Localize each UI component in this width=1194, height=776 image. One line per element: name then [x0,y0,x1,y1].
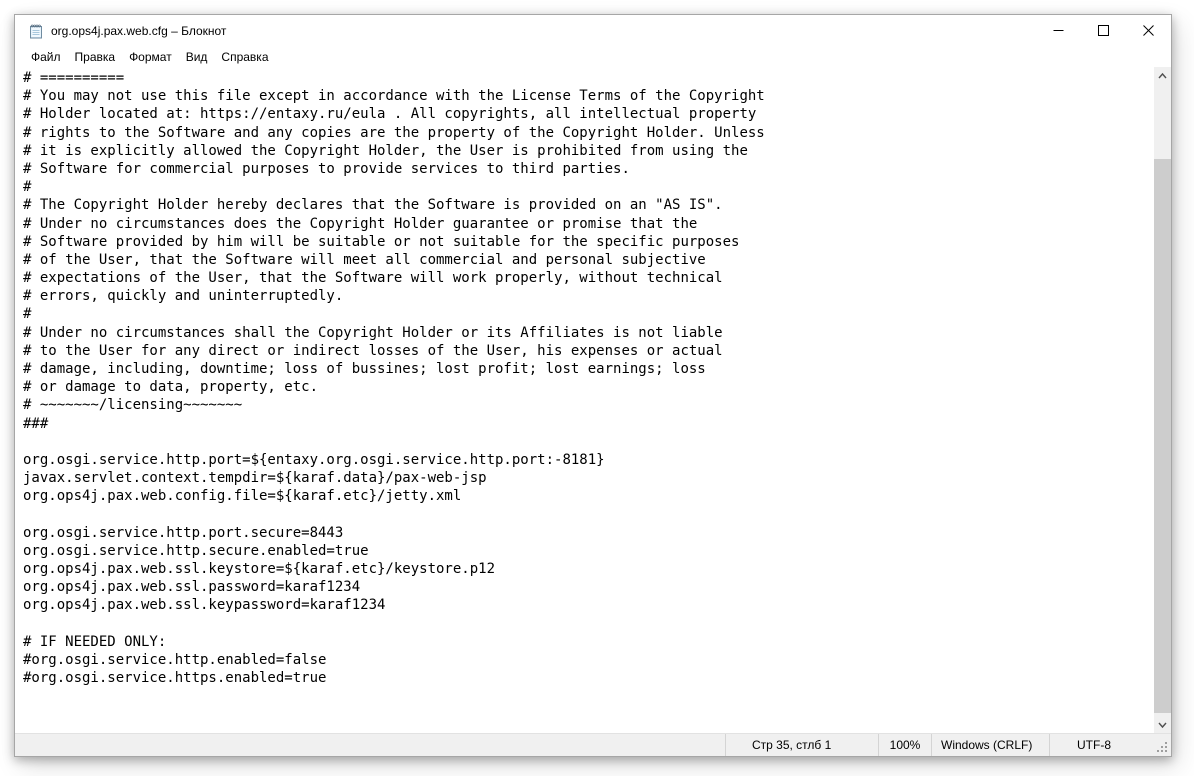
editor-line: # damage, including, downtime; loss of bussines; lost profit; lost earnings; loss [23,361,706,377]
close-icon [1143,25,1154,36]
scrollbar-thumb[interactable] [1154,159,1171,713]
content-area [15,67,1171,733]
editor-line: # or damage to data, property, etc. [23,379,319,396]
editor-line: # [23,306,32,323]
editor-line: # of the User, that the Software will meet all commercial and personal subjective [23,251,706,268]
editor-line [23,615,1154,633]
scroll-down-icon [1158,721,1167,729]
window-title: org.ops4j.pax.web.cfg – Блокнот [51,23,227,38]
editor-line: org.ops4j.pax.web.ssl.keystore=${karaf.etc}/keystore.p12 [23,561,496,578]
editor-line: # ~~~~~~~/licensing~~~~~~~ [23,397,243,414]
close-button[interactable] [1126,15,1171,46]
menu-bar [15,46,1171,67]
editor-line: # IF NEEDED ONLY: [23,633,167,650]
scroll-up-icon [1158,72,1167,80]
menu-item-edit[interactable]: Правка [74,49,116,64]
text-editor[interactable] [15,67,1154,733]
scroll-down-button[interactable] [1154,716,1171,733]
editor-line: org.osgi.service.http.port.secure=8443 [23,524,344,541]
editor-line: # it is explicitly allowed the Copyright Holder, the User is prohibited from using the [23,142,748,159]
editor-line: # Under no circumstances shall the Copyright Holder or its Affiliates is not liable [23,324,723,341]
editor-line [23,506,1154,524]
editor-line: # Under no circumstances does the Copyright Holder guarantee or promise that the [23,215,698,232]
editor-line: org.osgi.service.http.port=${entaxy.org.osgi.service.http.port:-8181} [23,451,605,468]
editor-line: org.osgi.service.http.secure.enabled=true [23,542,369,559]
notepad-icon [28,23,44,39]
editor-line: # to the User for any direct or indirect losses of the User, his expenses or actual [23,342,723,359]
editor-line: # Holder located at: https://entaxy.ru/eula . All copyrights, all intellectual property [23,106,757,123]
status-filler [15,734,725,756]
editor-line: # errors, quickly and uninterruptedly. [23,288,344,305]
editor-line: # Software provided by him will be suitable or not suitable for the specific purposes [23,233,740,250]
editor-line [23,433,1154,451]
minimize-button[interactable] [1036,15,1081,46]
editor-line: org.ops4j.pax.web.config.file=${karaf.etc}/jetty.xml [23,488,462,505]
editor-line: # ========== [23,70,125,86]
editor-line: # rights to the Software and any copies are the property of the Copyright Holder. Unless [23,124,765,141]
status-line-ending: Windows (CRLF) [931,734,1049,756]
editor-line: ### [23,415,49,432]
scroll-up-button[interactable] [1154,67,1171,84]
menu-item-view[interactable]: Вид [185,49,208,64]
editor-line: # The Copyright Holder hereby declares that the Software is provided on an "AS IS". [23,197,723,214]
maximize-icon [1098,25,1109,36]
editor-line: # Software for commercial purposes to provide services to third parties. [23,160,630,177]
status-zoom-level: 100% [878,734,931,756]
resize-grip-icon[interactable] [1157,742,1168,753]
status-encoding: UTF-8 [1049,734,1171,756]
editor-line: # You may not use this file except in accordance with the License Terms of the Copyright [23,88,765,105]
editor-line: # expectations of the User, that the Software will work properly, without technical [23,270,723,287]
title-bar [15,15,1171,46]
status-cursor-position: Стр 35, стлб 1 [725,734,878,756]
menu-item-help[interactable]: Справка [221,49,269,64]
maximize-button[interactable] [1081,15,1126,46]
window-controls [1036,15,1171,46]
vertical-scrollbar[interactable] [1154,67,1171,733]
editor-line: #org.osgi.service.https.enabled=true [23,670,327,687]
editor-line: # [23,179,32,196]
minimize-icon [1053,25,1064,36]
editor-line: #org.osgi.service.http.enabled=false [23,652,327,668]
menu-item-file[interactable]: Файл [31,49,61,64]
editor-line: javax.servlet.context.tempdir=${karaf.data}/pax-web-jsp [23,470,487,487]
editor-line: org.ops4j.pax.web.ssl.keypassword=karaf1234 [23,597,386,614]
editor-line: org.ops4j.pax.web.ssl.password=karaf1234 [23,579,361,596]
notepad-window [14,14,1172,757]
status-bar [15,733,1171,756]
menu-item-format[interactable]: Формат [129,49,172,64]
